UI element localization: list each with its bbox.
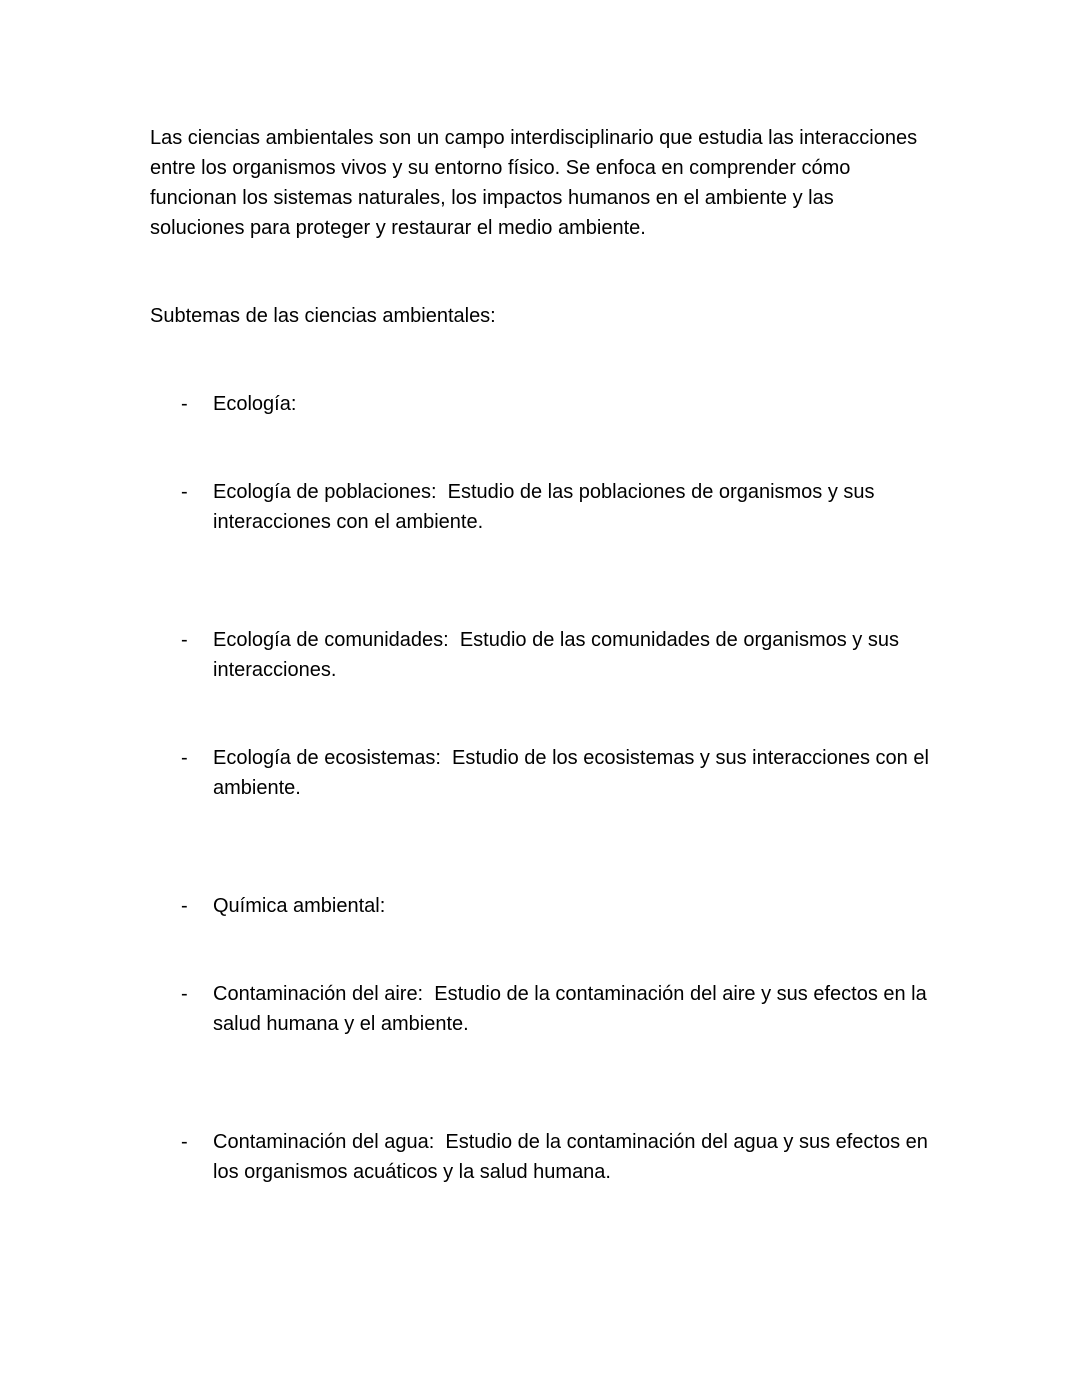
bullet-dash: -	[181, 983, 188, 1005]
subtopics-heading: Subtemas de las ciencias ambientales:	[150, 305, 496, 327]
list-item-label: Contaminación del aire:	[213, 983, 424, 1005]
list-item-text	[213, 1127, 943, 1187]
bullet-dash: -	[181, 747, 188, 769]
bullet-dash: -	[181, 629, 188, 651]
bullet-dash: -	[181, 481, 188, 503]
list-item-description: Estudio de los ecosistemas y sus interacciones con el ambiente.	[213, 747, 935, 799]
list-item-description: Estudio de las comunidades de organismos y sus interacciones.	[213, 629, 905, 681]
list-item-text	[213, 891, 943, 921]
list-item-label: Ecología de poblaciones:	[213, 481, 437, 503]
bullet-dash: -	[181, 895, 188, 917]
list-item-text	[213, 477, 943, 537]
list-item-text	[213, 625, 943, 685]
list-item-description: Estudio de las poblaciones de organismos y sus interacciones con el ambiente.	[213, 481, 881, 533]
list-item-text	[213, 389, 943, 419]
list-item-description: Estudio de la contaminación del aire y sus efectos en la salud humana y el ambiente.	[213, 983, 933, 1035]
intro-paragraph: Las ciencias ambientales son un campo interdisciplinario que estudia las interacciones entre los organismos vivos y su entorno físico. Se enfoca en comprender cómo funcionan los sistemas naturales, los impactos humanos en el ambiente y las soluciones para proteger y restaurar el medio ambiente.	[150, 127, 918, 239]
list-item-label: Ecología de ecosistemas:	[213, 747, 441, 769]
list-item-text	[213, 979, 943, 1039]
bullet-dash: -	[181, 393, 188, 415]
list-item-description: Estudio de la contaminación del agua y sus efectos en los organismos acuáticos y la salud humana.	[213, 1131, 934, 1183]
list-item-label: Contaminación del agua:	[213, 1131, 435, 1153]
list-item-label: Ecología:	[213, 393, 297, 415]
bullet-dash: -	[181, 1131, 188, 1153]
list-item-label: Química ambiental:	[213, 895, 386, 917]
list-item-label: Ecología de comunidades:	[213, 629, 449, 651]
list-item-text	[213, 743, 943, 803]
